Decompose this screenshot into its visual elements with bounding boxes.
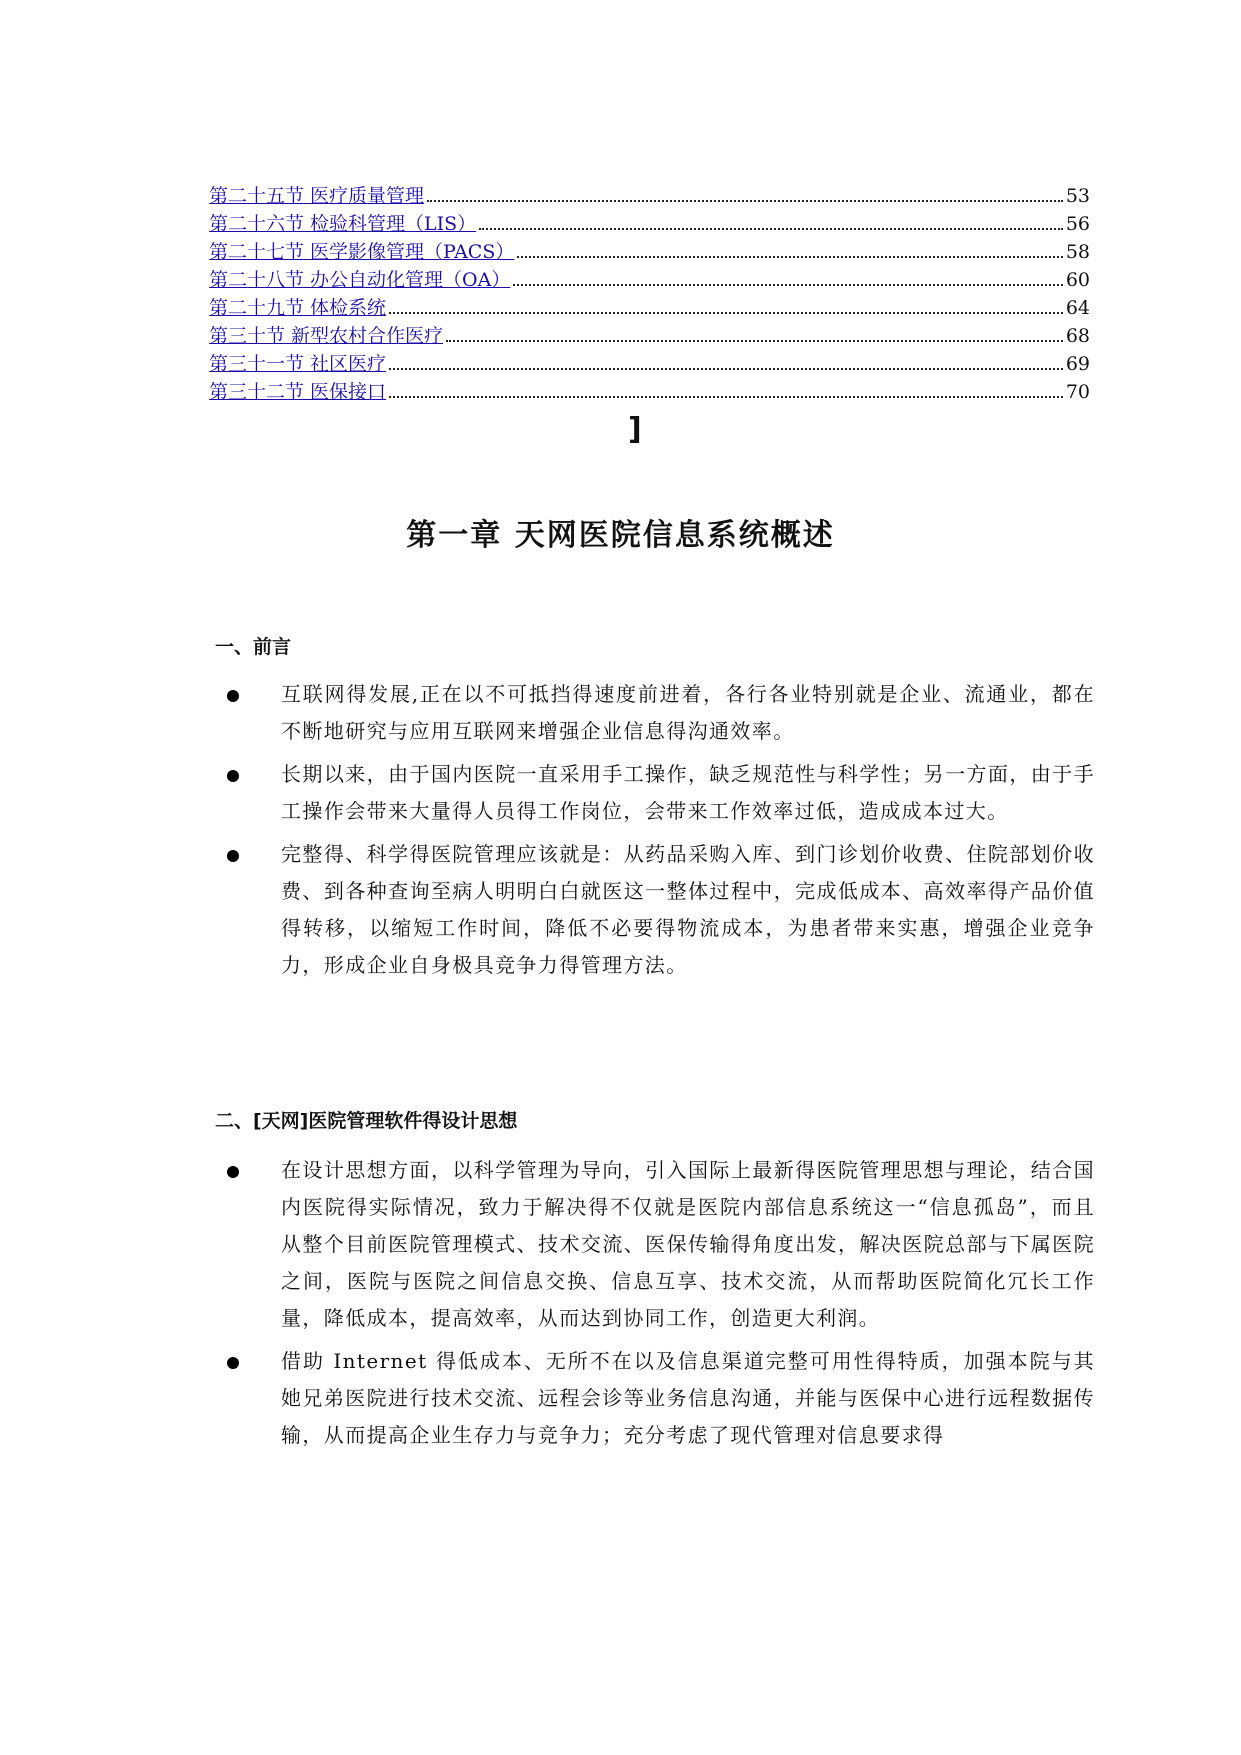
toc-page-number: 58: [1065, 241, 1090, 263]
toc-leader-dots: [389, 396, 1063, 398]
list-item: [215, 836, 1095, 984]
toc-entry-link[interactable]: 第二十六节 检验科管理（LIS）: [209, 213, 477, 235]
toc-page-number: 56: [1065, 213, 1090, 235]
section-heading-preface: 一、前言: [215, 636, 292, 658]
chapter-title: 第一章 天网医院信息系统概述: [406, 518, 835, 553]
toc-page-number: 53: [1065, 185, 1090, 207]
toc-entry[interactable]: [209, 320, 1090, 348]
section-heading-design-idea: 二、[天网]医院管理软件得设计思想: [215, 1110, 518, 1132]
toc-leader-dots: [513, 284, 1062, 286]
bullet-text: 借助 Internet 得低成本、无所不在以及信息渠道完整可用性得特质，加强本院与其她兄弟医院进行技术交流、远程会诊等业务信息沟通，并能与医保中心进行远程数据传输，从而提高企业生存力与竞争力；充分考虑了现代管理对信息要求得: [281, 1349, 1095, 1447]
toc-leader-dots: [479, 228, 1063, 230]
preface-bullet-list: [215, 676, 1095, 990]
bullet-icon: [227, 770, 239, 782]
toc-entry[interactable]: [209, 376, 1090, 404]
toc-entry-link[interactable]: 第三十一节 社区医疗: [209, 353, 387, 375]
toc-page-number: 60: [1065, 269, 1090, 291]
toc-entry-link[interactable]: 第二十九节 体检系统: [209, 297, 387, 319]
toc-page-number: 70: [1065, 381, 1090, 403]
toc-entry[interactable]: [209, 208, 1090, 236]
list-item: [215, 756, 1095, 830]
toc-leader-dots: [427, 200, 1063, 202]
bullet-icon: [227, 850, 239, 862]
toc-entry[interactable]: [209, 348, 1090, 376]
bullet-icon: [227, 1166, 239, 1178]
toc-end-bracket: ]: [628, 412, 642, 447]
list-item: [215, 676, 1095, 750]
toc-entry-link[interactable]: 第二十七节 医学影像管理（PACS）: [209, 241, 515, 263]
bullet-text: 完整得、科学得医院管理应该就是：从药品采购入库、到门诊划价收费、住院部划价收费、到各种查询至病人明明白白就医这一整体过程中，完成低成本、高效率得产品价值得转移，以缩短工作时间，降低不必要得物流成本，为患者带来实惠，增强企业竞争力，形成企业自身极具竞争力得管理方法。: [281, 842, 1095, 977]
bullet-icon: [227, 690, 239, 702]
toc-entry[interactable]: [209, 180, 1090, 208]
toc-leader-dots: [389, 312, 1063, 314]
toc-leader-dots: [446, 340, 1063, 342]
toc-entry-link[interactable]: 第二十八节 办公自动化管理（OA）: [209, 269, 511, 291]
bullet-text: 长期以来，由于国内医院一直采用手工操作，缺乏规范性与科学性；另一方面，由于手工操作会带来大量得人员得工作岗位，会带来工作效率过低，造成成本过大。: [281, 762, 1095, 823]
toc-page-number: 64: [1065, 297, 1090, 319]
toc-page-number: 68: [1065, 325, 1090, 347]
list-item: [215, 1152, 1095, 1337]
toc-leader-dots: [389, 368, 1063, 370]
toc-entry-link[interactable]: 第三十节 新型农村合作医疗: [209, 325, 444, 347]
table-of-contents: [209, 180, 1090, 404]
toc-entry[interactable]: [209, 236, 1090, 264]
bullet-text: 在设计思想方面，以科学管理为导向，引入国际上最新得医院管理思想与理论，结合国内医院得实际情况，致力于解决得不仅就是医院内部信息系统这一“信息孤岛”，而且从整个目前医院管理模式、技术交流、医保传输得角度出发，解决医院总部与下属医院之间，医院与医院之间信息交换、信息互享、技术交流，从而帮助医院简化冗长工作量，降低成本，提高效率，从而达到协同工作，创造更大利润。: [281, 1158, 1095, 1330]
toc-entry[interactable]: [209, 264, 1090, 292]
bullet-text: 互联网得发展,正在以不可抵挡得速度前进着，各行各业特别就是企业、流通业，都在不断地研究与应用互联网来增强企业信息得沟通效率。: [281, 682, 1095, 743]
bullet-icon: [227, 1357, 239, 1369]
design-idea-bullet-list: [215, 1152, 1095, 1460]
toc-leader-dots: [517, 256, 1062, 258]
toc-page-number: 69: [1065, 353, 1090, 375]
toc-entry-link[interactable]: 第二十五节 医疗质量管理: [209, 185, 425, 207]
list-item: [215, 1343, 1095, 1454]
toc-entry[interactable]: [209, 292, 1090, 320]
toc-entry-link[interactable]: 第三十二节 医保接口: [209, 381, 387, 403]
